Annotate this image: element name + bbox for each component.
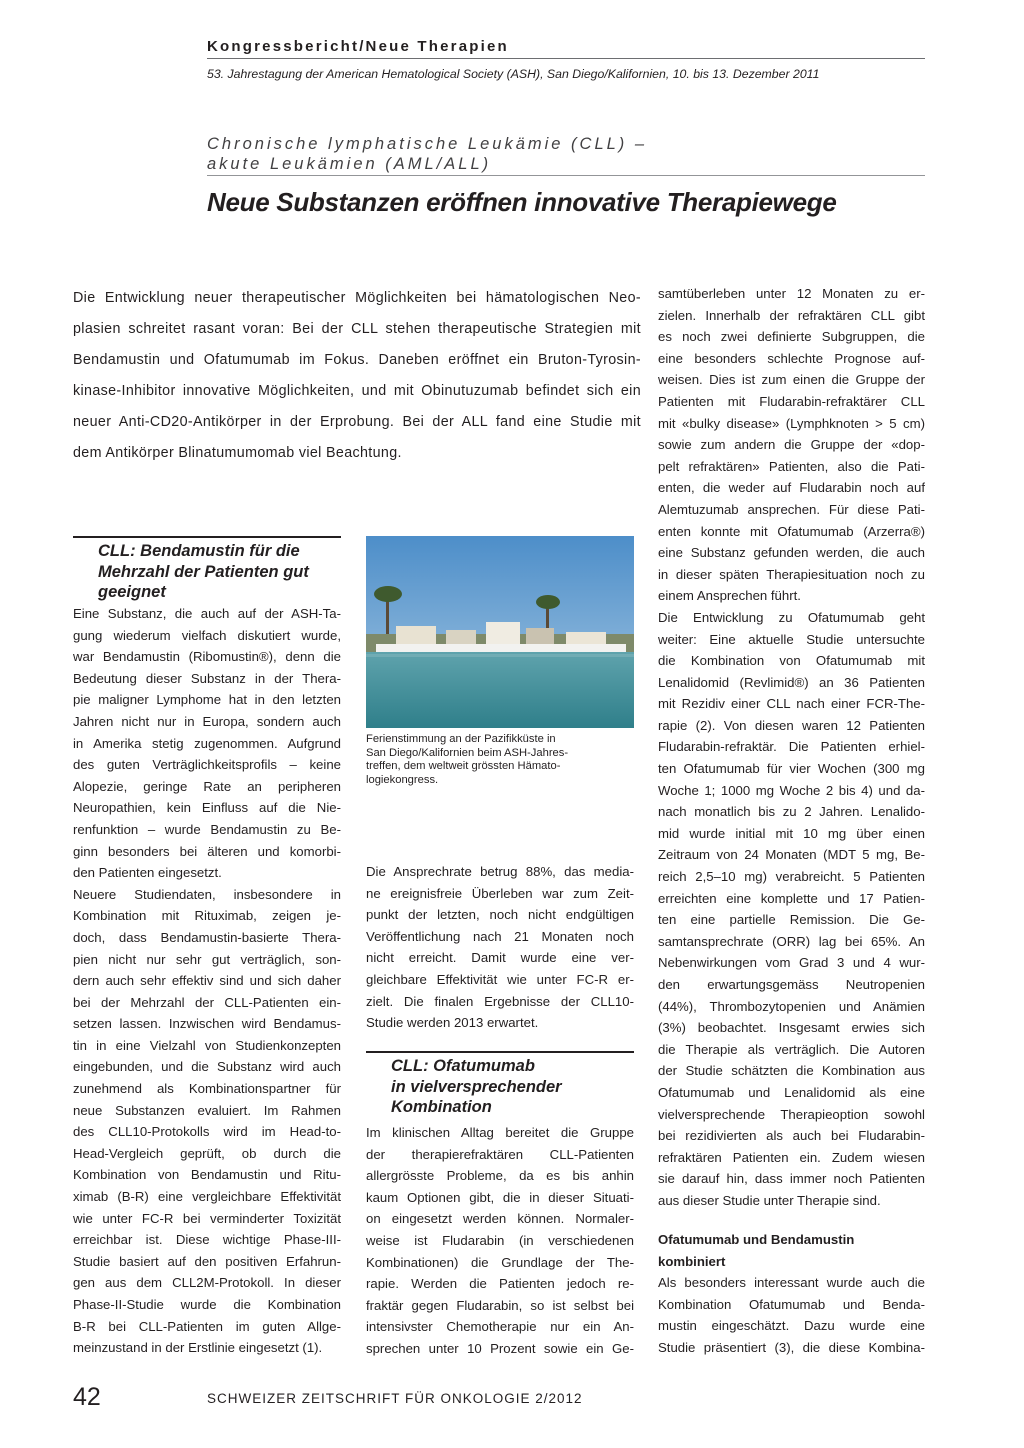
- lead-line: kinase-Inhibitor innovative Möglichkeiten, und mit Obinutuzumab befindet sich ein: [73, 383, 641, 399]
- col1-text-line: Kombination mit Rituximab, zeigen je-: [73, 908, 341, 924]
- col3-subheading: [658, 1229, 925, 1272]
- caption-line: San Diego/Kalifornien beim ASH-Jahres-: [366, 746, 569, 759]
- col1-text-line: renfunktion – wurde Bendamustin zu Be-: [73, 821, 341, 837]
- col1-text-line: eingebunden, und die Substanz wird auch: [73, 1059, 341, 1075]
- col2-text-line: allergrösste Probleme, da es bis anhin: [366, 1168, 634, 1184]
- col2-body-top: [366, 861, 634, 1034]
- col1-text-line: dern auch sehr effektiv sind und sich daher: [73, 973, 341, 989]
- col3-text-line: es noch zwei definierte Subgruppen, die: [658, 329, 925, 345]
- col1-text-line: neue Substanzen evaluiert. Im Rahmen: [73, 1102, 341, 1118]
- col2-text-line: der therapierefraktären CLL-Patienten: [366, 1146, 634, 1162]
- col3-text-line: sowie zum andern die Gruppe der «dop-: [658, 437, 925, 453]
- col2-text-line: gleichbare Effektivität wie unter FC-R er-: [366, 971, 634, 987]
- col1-text-line: gen aus dem CLL2M-Protokoll. In dieser: [73, 1275, 341, 1291]
- page-number: 42: [73, 1383, 101, 1411]
- col3-text-line: enten konnte mit Ofatumumab (Arzerra®): [658, 523, 925, 539]
- col1-heading-line: CLL: Bendamustin für die: [98, 542, 300, 560]
- col1-text-line: wie unter FC-R bei verminderter Toxizität: [73, 1210, 341, 1226]
- article-lead: [73, 283, 641, 469]
- col2-text-line: nicht erreicht. Damit wurde eine ver-: [366, 950, 634, 966]
- col3-text-line: Fludarabin-refraktär. Die Patienten erhiel-: [658, 739, 925, 755]
- col3-body-continued: [658, 1272, 925, 1358]
- col3-text-line: pelt refraktären» Patienten, also die Pati-: [658, 458, 925, 474]
- col3-text-line: mit «bulky disease» (Lymphknoten > 5 cm): [658, 415, 925, 431]
- lead-line: plasien schreitet rasant voran: Bei der CLL stehen therapeutische Strategien mit: [73, 321, 641, 337]
- col1-text-line: doch, dass Bendamustin-basierte Thera-: [73, 929, 341, 945]
- col1-text-line: pien nicht nur sehr gut verträglich, son-: [73, 951, 341, 967]
- col2-text-line: zielt. Die finalen Ergebnisse der CLL10-: [366, 993, 634, 1009]
- col1-text-line: ximab (B-R) eine vergleichbare Effektivität: [73, 1189, 341, 1205]
- col1-heading: [98, 541, 309, 603]
- col2-heading: [391, 1056, 562, 1118]
- col3-text-line: Studie präsentiert (3), die diese Kombina-: [658, 1339, 925, 1355]
- header-divider: [207, 58, 925, 59]
- conference-line: 53. Jahrestagung der American Hematological Society (ASH), San Diego/Kalifornien, 10. bis 13. Dezember 2011: [207, 67, 820, 81]
- col3-text-line: mid wurde initial mit 10 mg über einen: [658, 825, 925, 841]
- col3-text-line: reich 2,5–10 mg) verabreicht. 5 Patienten: [658, 869, 925, 885]
- col1-text-line: Neuropathien, kein Einfluss auf die Nie-: [73, 800, 341, 816]
- col2-heading-line: CLL: Ofatumumab: [391, 1057, 535, 1075]
- col1-heading-line: Mehrzahl der Patienten gut: [98, 562, 309, 581]
- col3-text-line: Die Entwicklung zu Ofatumumab geht: [658, 609, 925, 625]
- col1-text-line: meinzustand in der Erstlinie eingesetzt (1).: [73, 1340, 323, 1356]
- col3-text-line: enten, die weder auf Fludarabin noch auf: [658, 480, 925, 496]
- col2-text-line: intensivster Chemotherapie nur ein An-: [366, 1319, 634, 1335]
- col1-text-line: ginn besonders bei älteren und komorbi-: [73, 843, 341, 859]
- col2-text-line: rapie. Werden die Patienten jedoch re-: [366, 1276, 634, 1292]
- col1-text-line: in Amerika stetig zugenommen. Aufgrund: [73, 735, 341, 751]
- col2-body: [366, 1122, 634, 1360]
- col3-text-line: Ofatumumab und Lenalidomid als eine: [658, 1084, 925, 1100]
- col2-text-line: Kombinationen) die Grundlage der The-: [366, 1254, 634, 1270]
- col1-text-line: Studie basiert auf den positiven Erfahrun-: [73, 1253, 341, 1269]
- col1-text-line: den Patienten eingesetzt.: [73, 865, 222, 881]
- col1-text-line: tin in eine Vielzahl von Studienkonzepten: [73, 1037, 341, 1053]
- col1-text-line: Kombination von Bendamustin und Ritu-: [73, 1167, 341, 1183]
- col3-text-line: Zeitraum von 24 Monaten (MDT 5 mg, Be-: [658, 847, 925, 863]
- col3-text-line: ten Ofatumumab für vier Wochen (300 mg: [658, 761, 925, 777]
- col2-heading-line: in vielversprechender: [391, 1077, 562, 1096]
- col3-text-line: mustin eingeschätzt. Dazu wurde eine: [658, 1318, 925, 1334]
- col1-text-line: Jahren nicht nur in Europa, sondern auch: [73, 713, 341, 729]
- col3-text-line: refraktären Patienten ein. Zudem wiesen: [658, 1149, 925, 1165]
- article-title: Neue Substanzen eröffnen innovative Therapiewege: [207, 187, 837, 217]
- col3-text-line: samtüberleben unter 12 Monaten zu er-: [658, 286, 925, 301]
- col1-heading-line: geeignet: [98, 583, 166, 601]
- col1-text-line: Eine Substanz, die auch auf der ASH-Ta-: [73, 606, 341, 621]
- col3-text-line: eine Substanz gefunden werden, die auch: [658, 545, 925, 561]
- col2-text-line: punkt der letzten, noch nicht endgültigen: [366, 907, 634, 923]
- col2-text-line: Veröffentlichung nach 21 Monaten noch: [366, 928, 634, 944]
- col3-text-line: Lenalidomid (Revlimid®) an 36 Patienten: [658, 674, 925, 690]
- photo-caption: [366, 733, 634, 787]
- col3-subheading-line: kombiniert: [658, 1253, 726, 1269]
- col3-text-line: erreichten eine komplette und 17 Patien-: [658, 890, 925, 906]
- col1-text-line: zunehmend als Kombinationspartner für: [73, 1081, 341, 1097]
- lead-line: dem Antikörper Blinatumumomab viel Beachtung.: [73, 445, 402, 461]
- photo-harbor: [366, 536, 634, 728]
- col1-text-line: war Bendamustin (Ribomustin®), denn die: [73, 649, 341, 665]
- col1-text-line: B-R bei CLL-Patienten im guten Allge-: [73, 1318, 341, 1334]
- col2-text-line: kaum Optionen gibt, die in dieser Situati-: [366, 1189, 634, 1205]
- caption-line: treffen, dem weltweit grössten Hämato-: [366, 760, 561, 772]
- col2-text-line: weise ist Fludarabin (in verschiedenen: [366, 1232, 634, 1248]
- title-divider: [207, 175, 925, 176]
- col3-text-line: weisen. Dies ist zum einen die Gruppe der: [658, 372, 925, 388]
- col2-heading-line: Kombination: [391, 1098, 492, 1116]
- col1-body: [73, 603, 341, 1359]
- col3-text-line: bei rezidivierten als auch bei Fludarabin-: [658, 1128, 925, 1144]
- col3-text-line: Kombination Ofatumumab und Benda-: [658, 1296, 925, 1312]
- journal-name: SCHWEIZER ZEITSCHRIFT FÜR ONKOLOGIE 2/2012: [207, 1391, 583, 1406]
- col3-text-line: Nebenwirkungen vom Grad 3 und 4 wur-: [658, 955, 925, 971]
- col3-text-line: Als besonders interessant wurde auch die: [658, 1275, 925, 1290]
- col3-text-line: die Therapie als verträglich. Die Autoren: [658, 1041, 925, 1057]
- col2-text-line: Die Ansprechrate betrug 88%, das media-: [366, 864, 634, 879]
- col1-text-line: gung wiederum vielfach diskutiert wurde,: [73, 627, 341, 643]
- col1-text-line: pie maligner Lymphome hat in den letzten: [73, 692, 341, 708]
- col3-text-line: Alemtuzumab ansprechen. Für diese Pati-: [658, 501, 925, 517]
- col1-text-line: des CLL10-Protokolls wird im Head-to-: [73, 1124, 341, 1140]
- col2-text-line: sprechen unter 10 Prozent sowie ein Ge-: [366, 1340, 634, 1356]
- col2-text-line: on eingesetzt werden können. Normaler-: [366, 1211, 634, 1227]
- col3-text-line: eine besonders schlechte Prognose auf-: [658, 350, 925, 366]
- col1-text-line: bei der Mehrzahl der CLL-Patienten ein-: [73, 994, 341, 1010]
- kicker-line-2: akute Leukämien (AML/ALL): [207, 155, 492, 173]
- col3-text-line: der Studie schätzten die Kombination aus: [658, 1063, 925, 1079]
- col3-text-line: rapie (2). Von diesen waren 12 Patienten: [658, 717, 925, 733]
- lead-line: Bendamustin und Ofatumumab im Fokus. Daneben eröffnet ein Bruton-Tyrosin-: [73, 352, 641, 368]
- col1-text-line: Neuere Studiendaten, insbesondere in: [73, 886, 341, 902]
- section-label: Kongressbericht/Neue Therapien: [207, 38, 509, 55]
- col2-text-line: fraktär gegen Fludarabin, so ist selbst bei: [366, 1297, 634, 1313]
- col1-text-line: des guten Verträglichkeitsprofils – keine: [73, 757, 341, 773]
- col3-body: [658, 283, 925, 1212]
- col3-text-line: zielen. Innerhalb der refraktären CLL gibt: [658, 307, 925, 323]
- col2-heading-rule: [366, 1051, 634, 1053]
- kicker-line-1: Chronische lymphatische Leukämie (CLL) –: [207, 135, 648, 153]
- col1-text-line: Head-Vergleich geprüft, ob durch die: [73, 1145, 341, 1161]
- col3-text-line: samtansprechrate (ORR) lag bei 65%. An: [658, 933, 925, 949]
- lead-line: neuer Anti-CD20-Antikörper in der Erprobung. Bei der ALL fand eine Studie mit: [73, 414, 641, 430]
- col3-text-line: den erwartungsgemäss Neutropenien: [658, 977, 925, 992]
- col3-text-line: ten eine partielle Remission. Die Ge-: [658, 912, 925, 928]
- harbor-photo-image: [366, 536, 634, 728]
- col3-text-line: einem Ansprechen führt.: [658, 588, 801, 604]
- col3-text-line: (44%), Thrombozytopenien und Anämien: [658, 998, 925, 1014]
- col3-text-line: in dieser späten Therapiesituation noch zu: [658, 566, 925, 582]
- col2-text-line: ne ereignisfreie Überleben war zum Zeit-: [366, 885, 634, 901]
- col2-text-line: Im klinischen Alltag bereitet die Gruppe: [366, 1125, 634, 1140]
- col1-heading-rule: [73, 536, 341, 538]
- col3-text-line: Patienten mit Fludarabin-refraktärer CLL: [658, 393, 925, 409]
- col3-text-line: (3%) beobachtet. Insgesamt erwies sich: [658, 1020, 925, 1036]
- col3-text-line: vielversprechende Therapieoption sowohl: [658, 1106, 925, 1122]
- col3-text-line: aus dieser Studie unter Therapie sind.: [658, 1192, 881, 1208]
- col1-text-line: setzen lassen. Inzwischen wird Bendamus-: [73, 1016, 341, 1032]
- lead-line: Die Entwicklung neuer therapeutischer Möglichkeiten bei hämatologischen Neo-: [73, 290, 641, 306]
- col3-text-line: die Kombination von Ofatumumab mit: [658, 653, 925, 669]
- col3-subheading-line: Ofatumumab und Bendamustin: [658, 1232, 855, 1247]
- col1-text-line: erreichbar ist. Diese wichtige Phase-III-: [73, 1232, 341, 1248]
- col3-text-line: mit Rezidiv einer CLL nach einer FCR-The-: [658, 696, 925, 712]
- caption-line: logiekongress.: [366, 773, 439, 786]
- col1-text-line: Bedeutung dieser Substanz in der Thera-: [73, 670, 341, 686]
- col3-text-line: Woche 1; 1000 mg Woche 2 bis 4) und da-: [658, 782, 925, 798]
- caption-line: Ferienstimmung an der Pazifikküste in: [366, 733, 556, 745]
- col1-text-line: Alopezie, geringe Rate an peripheren: [73, 778, 341, 794]
- col3-text-line: nach monatlich bis zu 2 Jahren. Lenalido-: [658, 804, 925, 820]
- col3-text-line: weiter: Eine aktuelle Studie untersuchte: [658, 631, 925, 647]
- col3-text-line: sie darauf hin, dass immer noch Patienten: [658, 1171, 925, 1187]
- col1-text-line: Phase-II-Studie wurde die Kombination: [73, 1297, 341, 1312]
- col2-text-line: Studie werden 2013 erwartet.: [366, 1015, 539, 1031]
